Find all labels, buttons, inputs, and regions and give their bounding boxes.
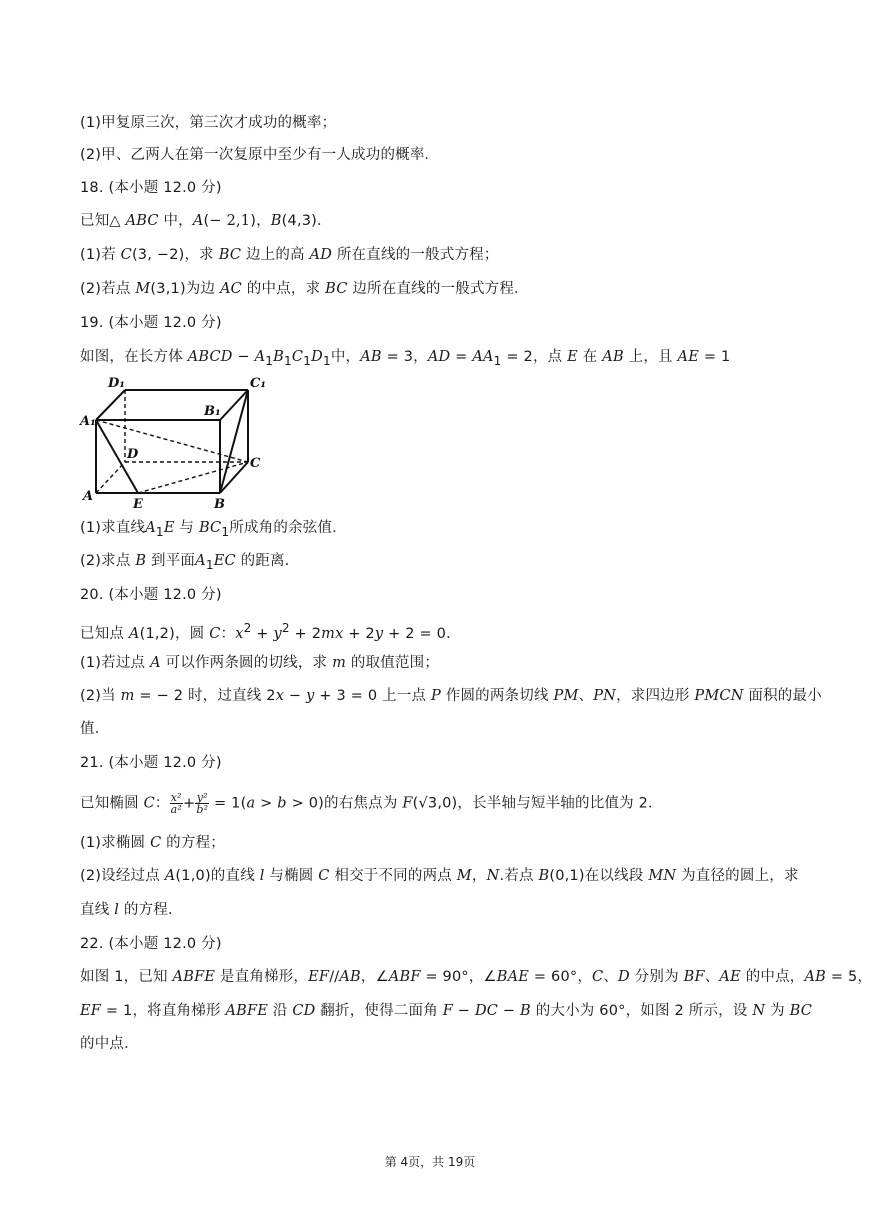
q18-sub2: (2)若点 M(3,1)为边 AC 的中点，求 BC 边所在直线的一般式方程． xyxy=(80,281,529,297)
label-a: A xyxy=(83,489,94,504)
label-c1: C₁ xyxy=(250,376,267,391)
q20-sub1: (1)若过点 A 可以作两条圆的切线，求 m 的取值范围； xyxy=(80,655,440,671)
q17-sub1: (1)甲复原三次，第三次才成功的概率； xyxy=(80,115,337,131)
q20-sub2-a: (2)当 m = − 2 时，过直线 2x − y + 3 = 0 上一点 P 作圆的两条切线 PM、PN，求四边形 PMCN 面积的最小 xyxy=(80,688,822,704)
q22-stem-c: 的中点． xyxy=(80,1036,139,1052)
label-b: B xyxy=(214,497,225,512)
q21-sub2-b: 直线 l 的方程． xyxy=(80,902,183,918)
q22-heading: 22. (本小题 12.0 分) xyxy=(80,936,222,952)
q17-sub2: (2)甲、乙两人在第一次复原中至少有一人成功的概率． xyxy=(80,147,440,163)
label-a1: A₁ xyxy=(80,414,96,429)
q19-sub1: (1)求直线$A_1E$ 与 $BC_1$所成角的余弦值． xyxy=(80,520,347,539)
label-d1: D₁ xyxy=(108,376,125,391)
q19-heading: 19. (本小题 12.0 分) xyxy=(80,315,222,331)
label-b1: B₁ xyxy=(204,404,221,419)
cuboid-figure xyxy=(78,375,278,510)
q20-stem: 已知点 A(1,2)，圆 C：$x^2 + y^2 + 2mx + 2y + 2 = 0$． xyxy=(80,621,461,642)
q21-sub1: (1)求椭圆 C 的方程； xyxy=(80,835,225,851)
label-c: C xyxy=(250,456,261,471)
q18-sub1: (1)若 C(3, −2)，求 BC 边上的高 AD 所在直线的一般式方程； xyxy=(80,247,499,263)
q19-stem: 如图，在长方体 ABCD − $A_1B_1C_1D_1$中，AB = 3，AD = $AA_1 = 2$，点 E 在 AB 上，且 AE = 1 xyxy=(80,349,731,368)
q21-heading: 21. (本小题 12.0 分) xyxy=(80,755,222,771)
q22-stem-b: EF = 1，将直角梯形 ABFE 沿 CD 翻折，使得二面角 F − DC − B 的大小为 60°，如图 2 所示，设 N 为 BC xyxy=(80,1003,813,1019)
label-e: E xyxy=(133,497,143,512)
q19-sub2: (2)求点 B 到平面$A_1EC$ 的距离． xyxy=(80,553,300,572)
q20-heading: 20. (本小题 12.0 分) xyxy=(80,587,222,603)
q21-stem: 已知椭圆 C： $\frac{\text{x²}}{\text{a²}}$ + $\frac{\text{y²}}{\text{b²}}$ = 1(a > b > 0)的右焦点为 F(√3,0)，长半轴与短半轴的比值为 2． xyxy=(80,791,663,816)
q18-heading: 18. (本小题 12.0 分) xyxy=(80,180,222,196)
q18-stem: 已知△ ABC 中，A(− 2,1)，B(4,3)． xyxy=(80,213,332,229)
q22-stem-a: 如图 1，已知 ABFE 是直角梯形，EF//AB，∠ABF = 90°，∠BAE = 60°，C、D 分别为 BF、AE 的中点，AB = 5， xyxy=(80,969,872,985)
q20-sub2-b: 值． xyxy=(80,721,110,737)
q21-sub2-a: (2)设经过点 A(1,0)的直线 l 与椭圆 C 相交于不同的两点 M，N.若点 B(0,1)在以线段 MN 为直径的圆上，求 xyxy=(80,868,799,884)
label-d: D xyxy=(127,447,139,462)
page-footer: 第 4页，共 19页 xyxy=(384,1155,476,1169)
